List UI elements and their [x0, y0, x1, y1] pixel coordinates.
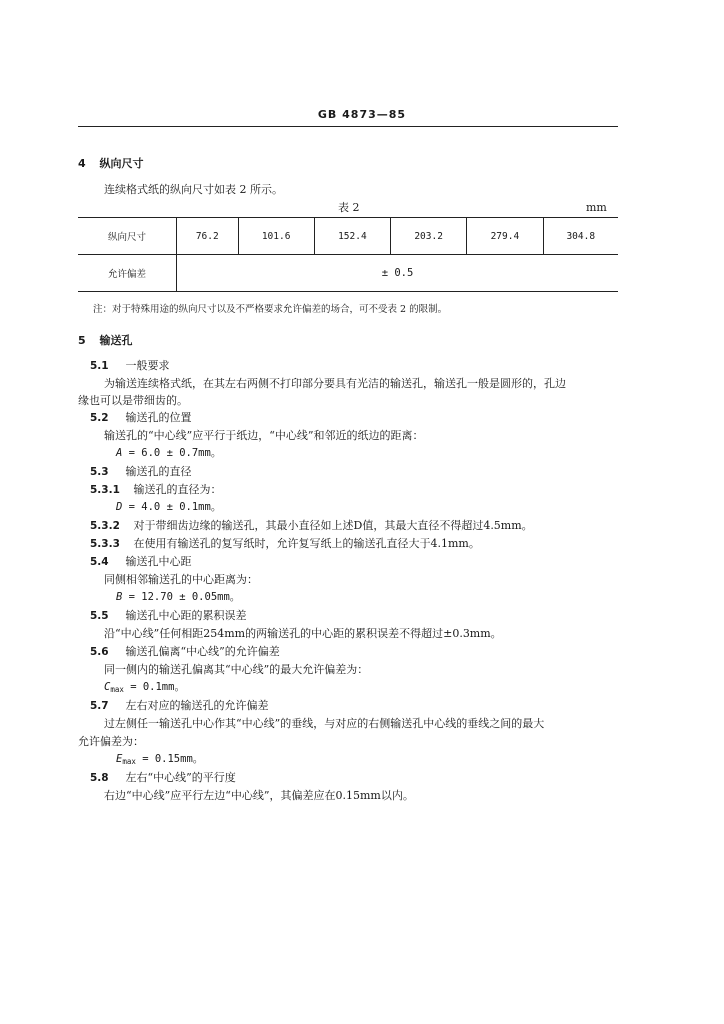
formula-Emax — [116, 751, 203, 766]
table-row — [78, 255, 618, 292]
formula-expression: = 6.0 ± 0.7mm。 — [122, 447, 222, 459]
formula-D — [116, 499, 221, 514]
clause-5-4-heading — [90, 553, 192, 569]
section-4-title: 纵向尺寸 — [99, 157, 144, 170]
formula-symbol: A — [116, 447, 123, 459]
clause-number: 5.8 — [90, 772, 109, 784]
table-unit: mm — [586, 201, 607, 214]
tolerance-cell: ± 0.5 — [177, 255, 619, 292]
formula-B — [116, 589, 240, 604]
clause-5-2-heading — [90, 409, 192, 425]
size-cell: 279.4 — [467, 218, 543, 255]
clause-5-1-heading — [90, 357, 170, 373]
formula-symbol: E — [116, 753, 123, 765]
section-5-title: 输送孔 — [99, 334, 133, 347]
row-label-size: 纵向尺寸 — [78, 218, 177, 255]
clause-5-5-line-1: 沿“中心线”任何相距254mm的两输送孔的中心距的累积误差不得超过±0.3mm。 — [104, 627, 502, 640]
clause-number: 5.4 — [90, 556, 109, 568]
table-2 — [78, 217, 618, 292]
clause-title: 一般要求 — [125, 359, 170, 372]
formula-expression: = 12.70 ± 0.05mm。 — [122, 591, 241, 603]
clause-5-8-line-1: 右边“中心线”应平行左边“中心线”，其偏差应在0.15mm以内。 — [104, 789, 414, 802]
clause-title: 左右对应的输送孔的允许偏差 — [125, 699, 269, 712]
clause-5-7-line-2: 允许偏差为： — [78, 735, 144, 748]
clause-number: 5.2 — [90, 412, 109, 424]
formula-subscript: max — [110, 685, 124, 694]
formula-symbol: C — [104, 681, 111, 693]
clause-5-1-line-1: 为输送连续格式纸，在其左右两侧不打印部分要具有光洁的输送孔，输送孔一般是圆形的，孔边 — [104, 377, 566, 390]
clause-title: 输送孔的直径为： — [133, 483, 222, 496]
clause-5-2-line-1: 输送孔的“中心线”应平行于纸边，“中心线”和邻近的纸边的距离： — [104, 429, 424, 442]
section-4-heading — [78, 155, 144, 171]
clause-number: 5.3.2 — [90, 520, 120, 532]
clause-text: 在使用有输送孔的复写纸时，允许复写纸上的输送孔直径大于4.1mm。 — [133, 537, 480, 550]
clause-5-3-2 — [90, 517, 533, 533]
section-5-heading — [78, 332, 133, 348]
formula-symbol: B — [116, 591, 123, 603]
clause-title: 左右“中心线”的平行度 — [125, 771, 236, 784]
formula-expression: = 0.15mm。 — [135, 753, 204, 765]
clause-5-5-heading — [90, 607, 247, 623]
clause-number: 5.3 — [90, 466, 109, 478]
clause-title: 输送孔中心距的累积误差 — [125, 609, 247, 622]
formula-expression: = 4.0 ± 0.1mm。 — [122, 501, 222, 513]
clause-5-3-3 — [90, 535, 480, 551]
formula-Cmax — [104, 679, 185, 694]
clause-title: 输送孔的位置 — [125, 411, 192, 424]
clause-5-4-line-1: 同侧相邻输送孔的中心距离为： — [104, 573, 258, 586]
clause-number: 5.6 — [90, 646, 109, 658]
clause-number: 5.5 — [90, 610, 109, 622]
size-cell: 76.2 — [177, 218, 239, 255]
row-label-tolerance: 允许偏差 — [78, 255, 177, 292]
size-cell: 203.2 — [391, 218, 467, 255]
table-caption: 表 2 — [338, 201, 360, 214]
clause-number: 5.7 — [90, 700, 109, 712]
formula-subscript: max — [122, 757, 136, 766]
formula-symbol: D — [116, 501, 123, 513]
size-cell: 304.8 — [543, 218, 618, 255]
table-note: 注：对于特殊用途的纵向尺寸以及不严格要求允许偏差的场合，可不受表 2 的限制。 — [93, 304, 448, 315]
clause-5-6-line-1: 同一侧内的输送孔偏离其“中心线”的最大允许偏差为： — [104, 663, 369, 676]
clause-5-3-1-heading — [90, 481, 222, 497]
section-4-intro: 连续格式纸的纵向尺寸如表 2 所示。 — [104, 183, 283, 196]
formula-expression: = 0.1mm。 — [123, 681, 185, 693]
clause-5-6-heading — [90, 643, 280, 659]
standard-code-header: GB 4873—85 — [317, 108, 407, 121]
clause-5-7-line-1: 过左侧任一输送孔中心作其“中心线”的垂线，与对应的右侧输送孔中心线的垂线之间的最大 — [104, 717, 545, 730]
clause-number: 5.1 — [90, 360, 109, 372]
table-row — [78, 218, 618, 255]
clause-text: 对于带细齿边缘的输送孔，其最小直径如上述D值，其最大直径不得超过4.5mm。 — [133, 519, 533, 532]
formula-A — [116, 445, 221, 460]
clause-5-8-heading — [90, 769, 236, 785]
clause-number: 5.3.3 — [90, 538, 120, 550]
clause-title: 输送孔的直径 — [125, 465, 192, 478]
clause-title: 输送孔偏离“中心线”的允许偏差 — [125, 645, 280, 658]
clause-number: 5.3.1 — [90, 484, 120, 496]
clause-5-3-heading — [90, 463, 192, 479]
size-cell: 101.6 — [238, 218, 314, 255]
section-4-number: 4 — [78, 157, 86, 170]
size-cell: 152.4 — [314, 218, 390, 255]
header-rule — [78, 126, 618, 127]
clause-5-7-heading — [90, 697, 269, 713]
section-5-number: 5 — [78, 334, 86, 347]
clause-5-1-line-2: 缘也可以是带细齿的。 — [78, 394, 188, 407]
clause-title: 输送孔中心距 — [125, 555, 192, 568]
